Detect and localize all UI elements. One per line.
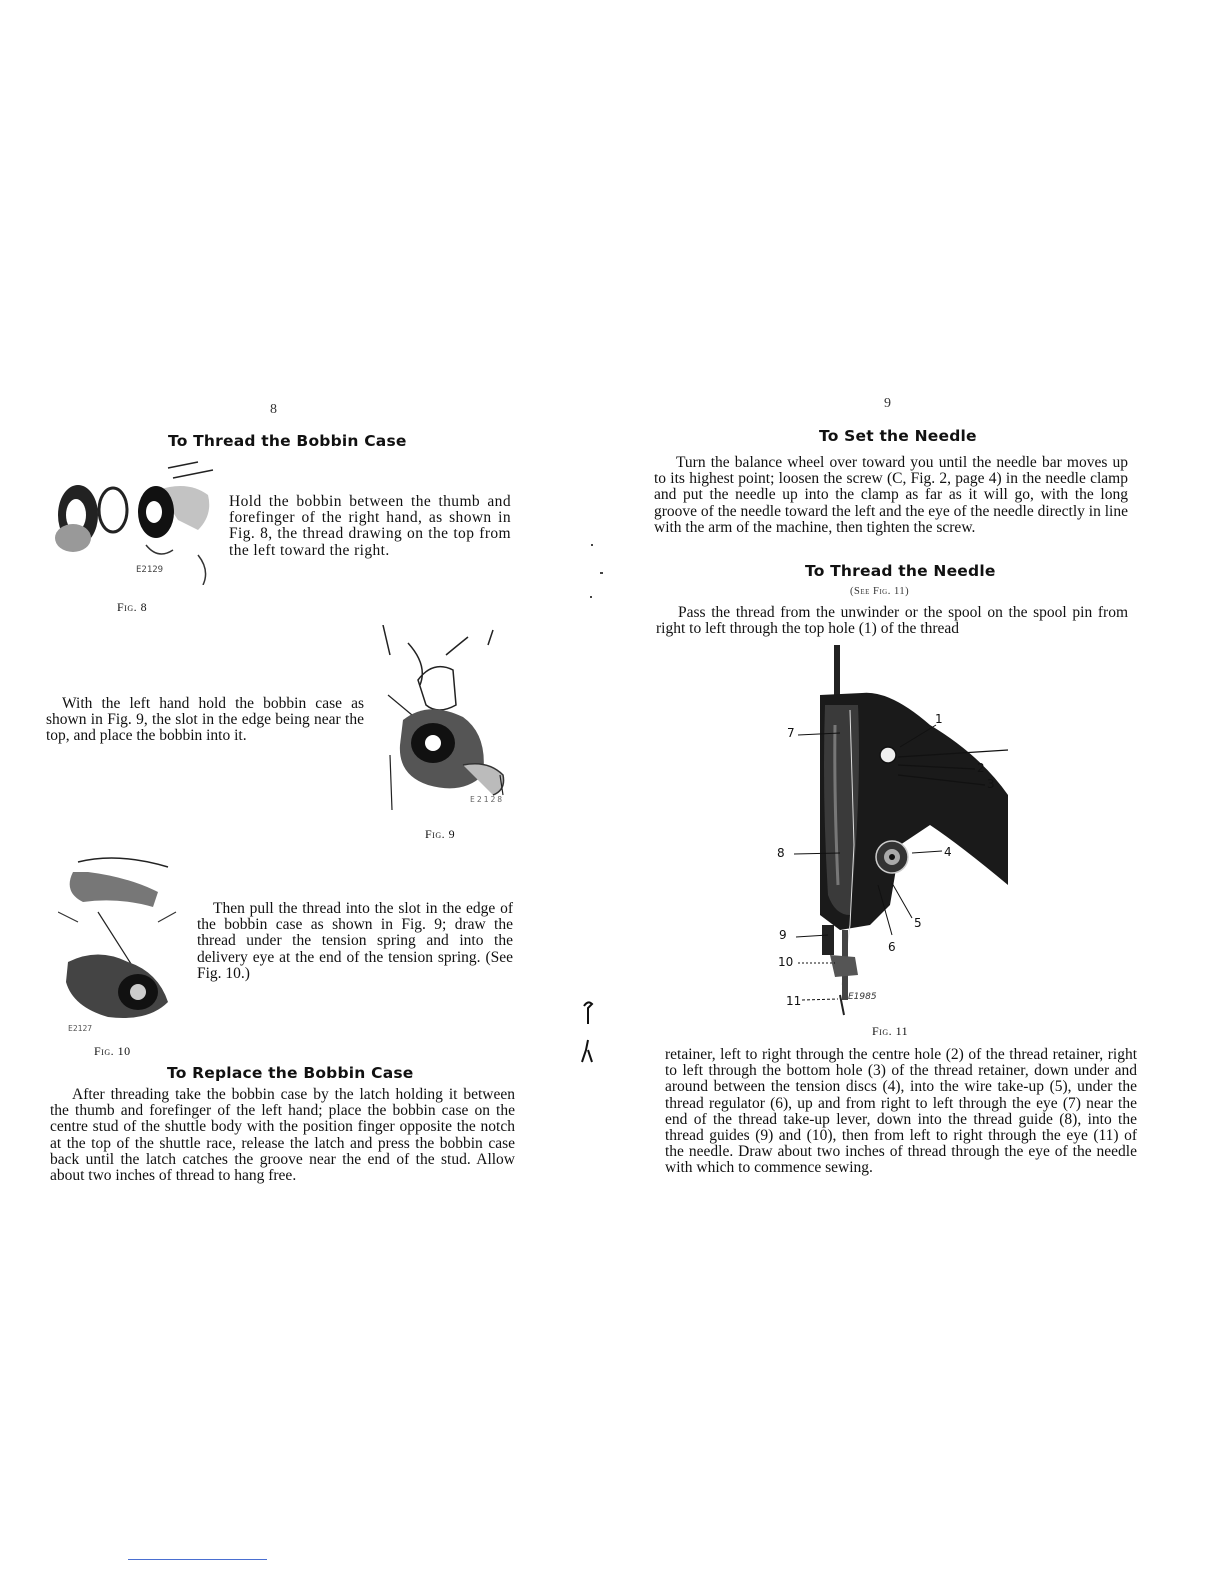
paragraph-pass-thread: Pass the thread from the unwinder or the spool on the spool pin from right to left through the top hole (1) of the thread (656, 604, 1128, 638)
figure-11-illustration (780, 645, 1012, 1025)
heading-replace-bobbin-case: To Replace the Bobbin Case (167, 1064, 414, 1082)
link-underline (128, 1559, 267, 1560)
figure-9-caption: Fig. 9 (425, 827, 456, 841)
fig11-label-6: 6 (888, 940, 896, 954)
page-number-right: 9 (884, 396, 891, 411)
gutter-mark (580, 1000, 596, 1075)
figure-8-caption: Fig. 8 (117, 600, 148, 614)
fig11-label-4: 4 (944, 845, 952, 859)
paragraph-hold-bobbin: Hold the bobbin between the thumb and forefinger of the right hand, as shown in Fig. 8, the thread drawing on the top from the left toward the right. (229, 493, 511, 559)
fig11-label-7: 7 (787, 726, 795, 740)
figure-10-illustration (58, 852, 178, 1027)
fig11-label-8: 8 (777, 846, 785, 860)
fig11-label-1: 1 (935, 712, 943, 726)
page-number-left: 8 (270, 402, 277, 417)
fig11-label-9: 9 (779, 928, 787, 942)
heading-thread-needle: To Thread the Needle (805, 562, 996, 580)
fig11-label-2: 2 (977, 761, 985, 775)
figure-11-code: E1985 (848, 992, 877, 1002)
fig11-label-10: 10 (778, 955, 794, 969)
figure-10-code: E2127 (68, 1024, 93, 1033)
gutter-speck (600, 572, 603, 574)
figure-8-code: E2129 (136, 565, 164, 575)
heading-thread-bobbin-case: To Thread the Bobbin Case (168, 432, 407, 450)
figure-11-caption: Fig. 11 (872, 1024, 909, 1038)
figure-9-code: E2128 (470, 795, 505, 804)
figure-10-caption: Fig. 10 (94, 1044, 131, 1058)
fig11-label-3: 3 (987, 777, 995, 791)
paragraph-left-hand-bobbin-case: With the left hand hold the bobbin case as shown in Fig. 9, the slot in the edge being near the top, and place the bobbin into it. (46, 695, 364, 745)
paragraph-after-threading: After threading take the bobbin case by the latch holding it between the thumb and forefinger of the left hand; place the bobbin case on the centre stud of the shuttle body with the position finger opposite the notch at the top of the shuttle race, release the latch and press the bobbin case back until the latch catches the groove near the end of the stud. Allow about two inches of thread to hang free. (50, 1086, 515, 1185)
gutter-speck (591, 544, 593, 546)
figure-9-illustration (378, 625, 513, 815)
subheading-see-fig-11: (See Fig. 11) (850, 586, 910, 597)
fig11-label-5: 5 (914, 916, 922, 930)
fig11-label-11: 11 (786, 994, 802, 1008)
paragraph-pull-thread-into-slot: Then pull the thread into the slot in the edge of the bobbin case as shown in Fig. 9; draw the thread under the tension spring and into the delivery eye at the end of the tension spring. (See Fig. 10.) (197, 900, 513, 982)
paragraph-turn-balance-wheel: Turn the balance wheel over toward you until the needle bar moves up to its highest point; loosen the screw (C, Fig. 2, page 4) in the needle clamp and put the needle up into the clamp as far as it will go, with the long groove of the needle toward the left and the eye of the needle directly in line with the arm of the machine, then tighten the screw. (654, 454, 1128, 536)
paragraph-retainer-continued: retainer, left to right through the centre hole (2) of the thread retainer, right to left through the bottom hole (3) of the thread retainer, down under and around between the tension discs (4), into the wire take-up (5), under the thread regulator (6), up and from right to left through the eye (7) near the end of the thread take-up lever, down into the thread guide (8), into the thread guides (9) and (10), then from left to right through the eye (11) of the needle. Draw about two inches of thread through the eye of the needle with which to commence sewing. (665, 1046, 1137, 1177)
gutter-speck (590, 596, 592, 598)
heading-set-needle: To Set the Needle (819, 427, 977, 445)
figure-8-illustration (48, 460, 216, 585)
